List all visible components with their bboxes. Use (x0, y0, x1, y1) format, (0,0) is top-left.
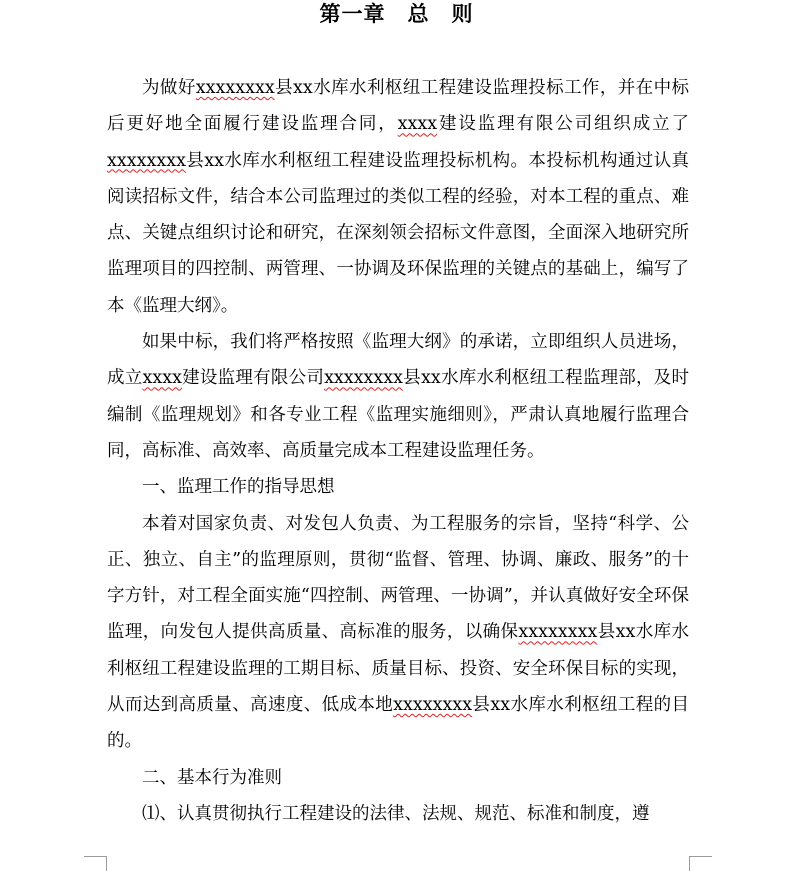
paragraph-rule-1: ⑴、认真贯彻执行工程建设的法律、法规、规范、标准和制度，遵 (142, 803, 650, 824)
spellcheck-flagged-text: xxxx (142, 368, 182, 389)
page-corner-mark-right (689, 856, 712, 871)
page-corner-mark-left (84, 856, 107, 871)
chapter-label: 第一章 (319, 1, 386, 26)
section-heading-code-of-conduct: 二、基本行为准则 (142, 767, 282, 788)
spellcheck-flagged-text: xxxxxxxx (195, 78, 275, 98)
document-body (107, 70, 689, 832)
spellcheck-flagged-text: xxxxxxxx (107, 150, 186, 171)
spellcheck-flagged-text: xxxx (397, 114, 438, 135)
spellcheck-flagged-text: xxxxxxxx (518, 622, 598, 643)
chapter-title: 总 则 (407, 1, 474, 26)
paragraph-guiding-ideology: 本着对国家负责、对发包人负责、为工程服务的宗旨，坚持“科学、公正、独立、自主”的监理原则，贯彻“监督、管理、协调、廉政、服务”的十字方针，对工程全面实施“四控制、两管理、一协调”，并认真做好安全环保监理，向发包人提供高质量、高标准的服务，以确保xxxxxxxx县xx水库水利枢纽工程建设监理的工期目标、质量目标、投资、安全环保目标的实现，从而达到高质量、高速度、低成本地xxxxxxxx县xx水库水利枢纽工程的目的。 (107, 513, 689, 752)
section-heading-guiding-ideology: 一、监理工作的指导思想 (142, 477, 335, 498)
chapter-heading (0, 0, 793, 28)
spellcheck-flagged-text: xxxxxxxx (393, 695, 473, 716)
paragraph-intro: 为做好xxxxxxxx县xx水库水利枢纽工程建设监理投标工作，并在中标后更好地全面履行建设监理合同，xxxx建设监理有限公司组织成立了xxxxxxxx县xx水库水利枢纽工程建设监理投标机构。本投标机构通过认真阅读招标文件，结合本公司监理过的类似工程的经验，对本工程的重点、难点、关键点组织讨论和研究，在深刻领会招标文件意图，全面深入地研究所监理项目的四控制、两管理、一协调及环保监理的关键点的基础上，编写了本《监理大纲》。 (107, 78, 690, 316)
paragraph-commitment: 如果中标，我们将严格按照《监理大纲》的承诺，立即组织人员进场，成立xxxx建设监理有限公司xxxxxxxx县xx水库水利枢纽工程监理部，及时编制《监理规划》和各专业工程《监理实施细则》，严肃认真地履行监理合同，高标准、高效率、高质量完成本工程建设监理任务。 (107, 332, 690, 461)
spellcheck-flagged-text: xxxxxxxx (324, 368, 404, 389)
